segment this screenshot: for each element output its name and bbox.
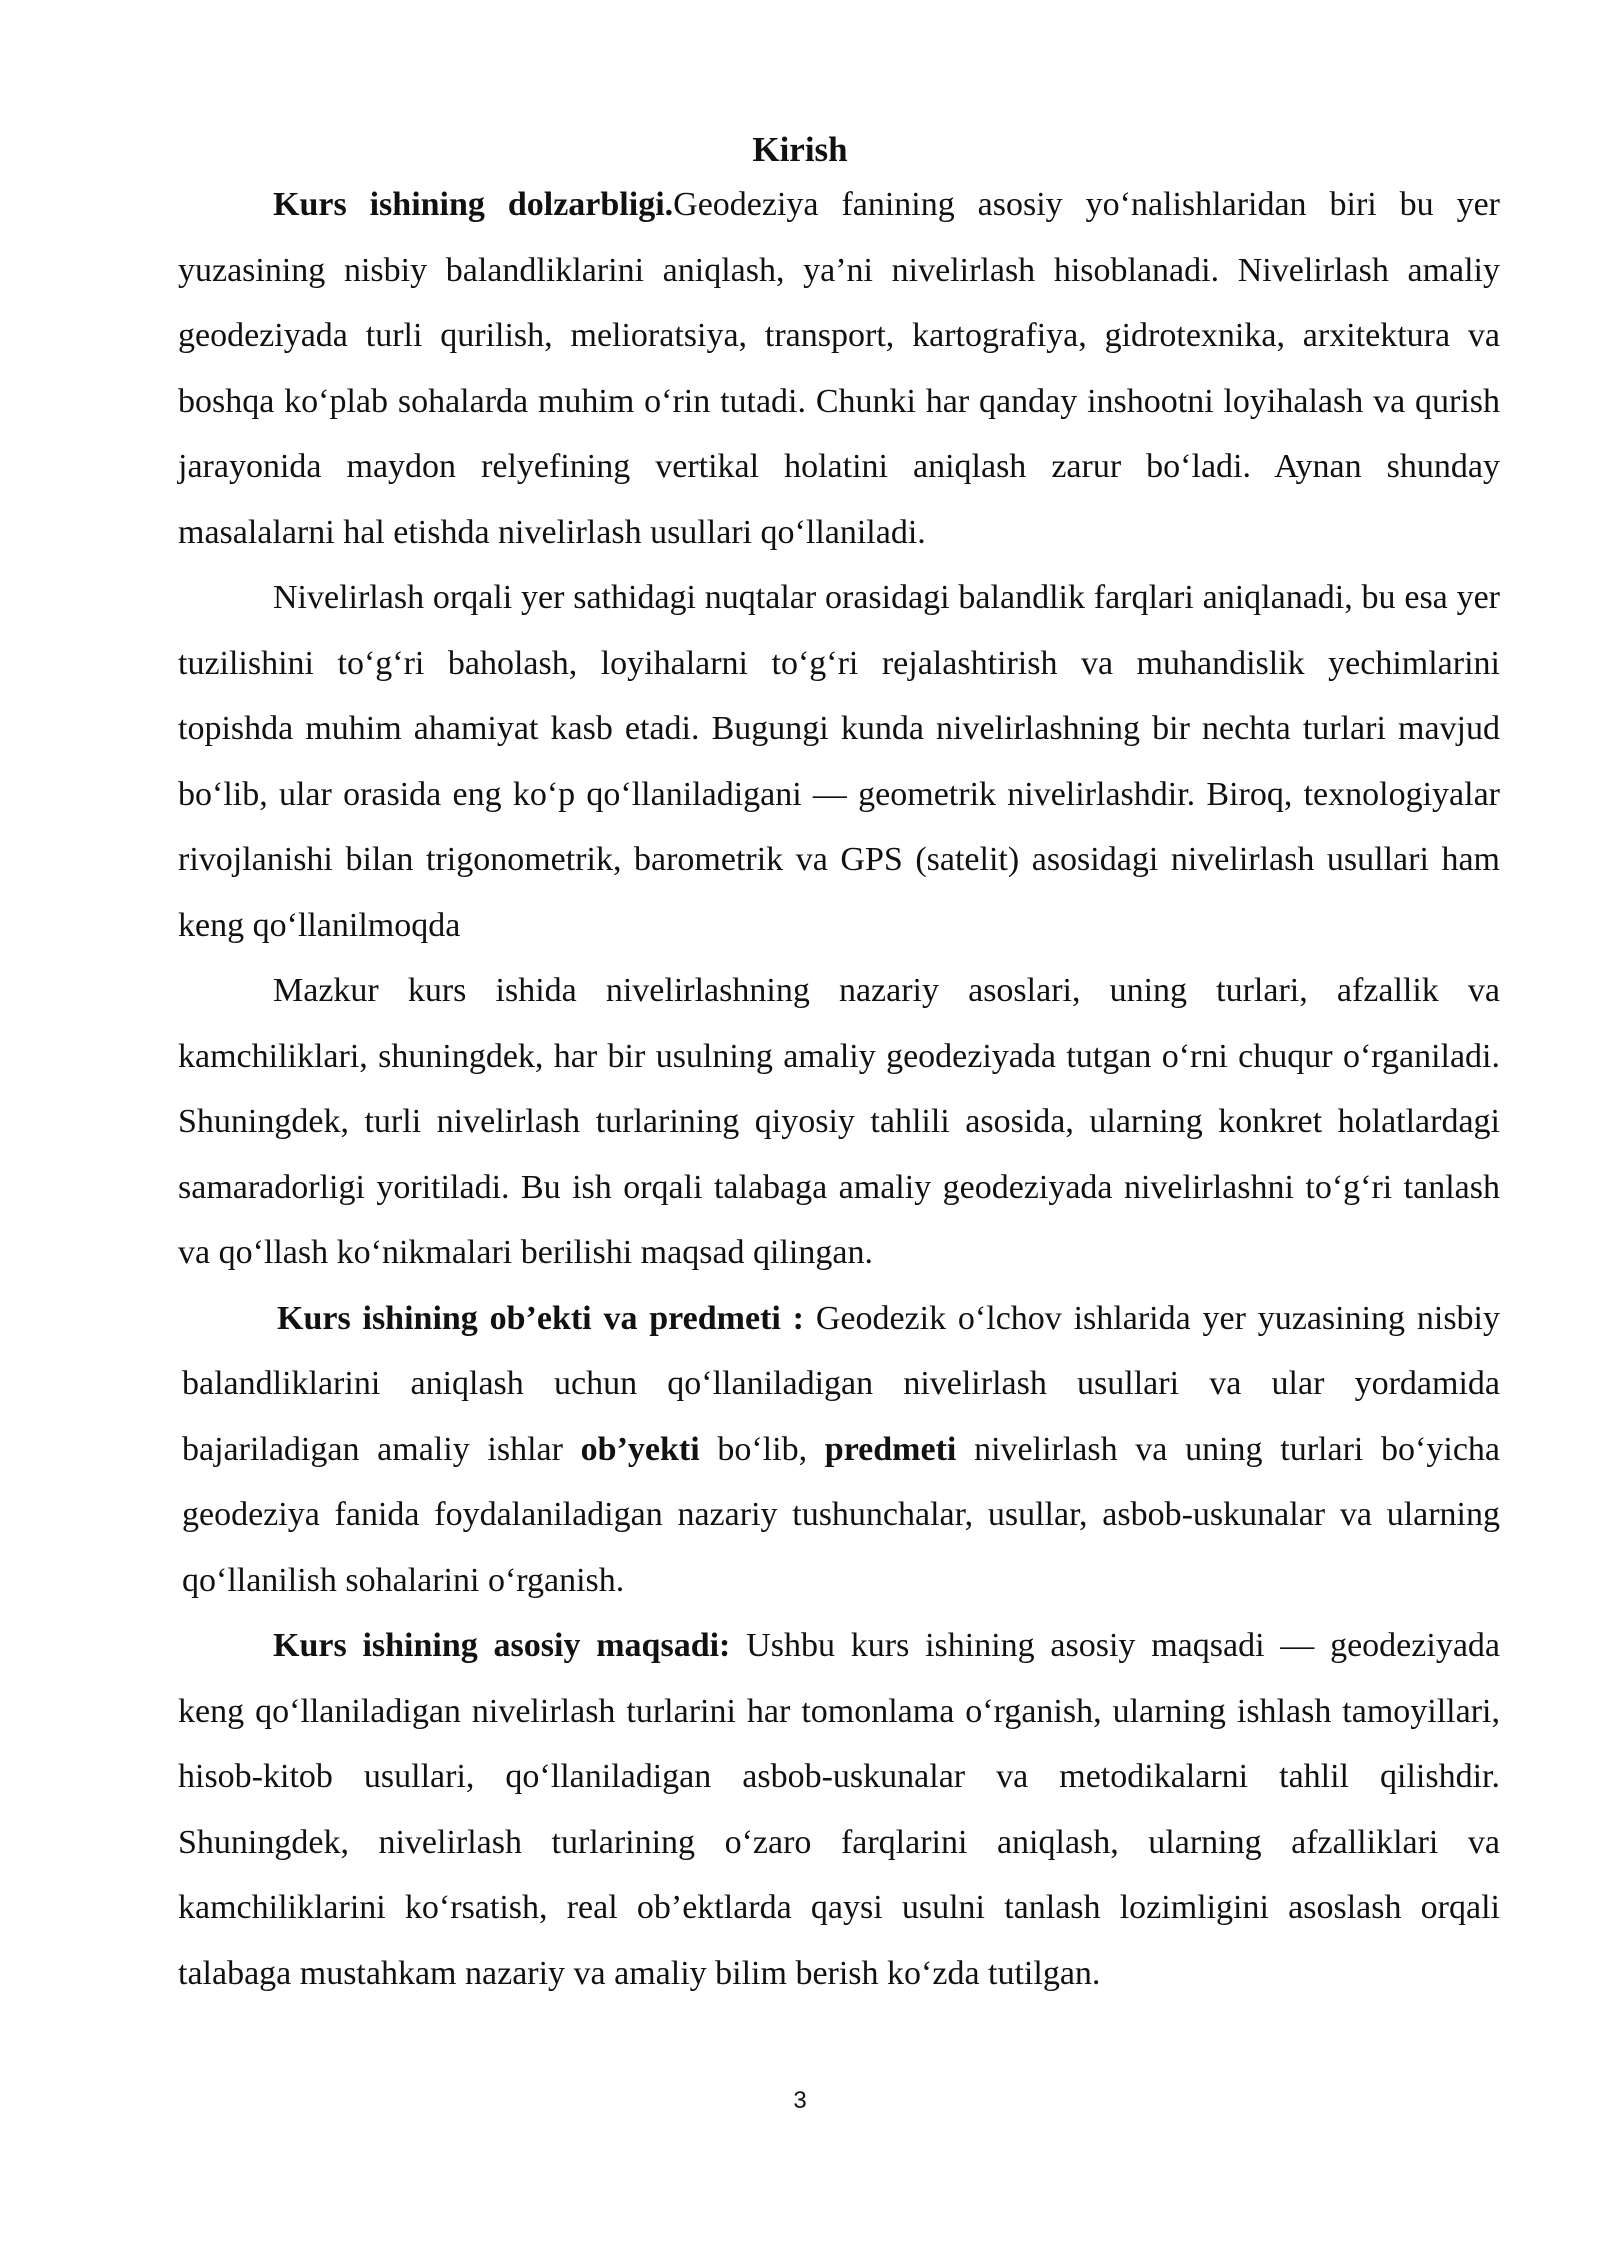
paragraph-object-subject [178,1286,1500,1614]
paragraph-text: Ushbu kurs ishining asosiy maqsadi — geodeziyada keng qo‘llaniladigan nivelirlash turlarini har tomonlama o‘rganish, ularning ishlash tamoyillari, hisob-kitob usullari, qo‘llaniladigan asbob-uskunalar va metodikalarni tahlil qilishdir. Shuningdek, nivelirlash turlarining o‘zaro farqlarini aniqlash, ularning afzalliklari va kamchiliklarini ko‘rsatish, real ob’ektlarda qaysi usulni tanlash lozimligini asoslash orqali talabaga mustahkam nazariy va amaliy bilim berish ko‘zda tutilgan. [178,1627,1500,1992]
page-number: 3 [793,2087,807,2114]
paragraph-lead: Kurs ishining asosiy maqsadi: [273,1627,731,1664]
paragraph-text: nivelirlash va uning turlari bo‘yicha geodeziya fanida foydalaniladigan nazariy tushunchalar, usullar, asbob-uskunalar va ularning qo‘llanilish sohalarini o‘rganish. [182,1430,1500,1599]
paragraph-text: Mazkur kurs ishida nivelirlashning nazariy asoslari, uning turlari, afzallik va kamchiliklari, shuningdek, har bir usulning amaliy geodeziyada tutgan o‘rni chuqur o‘rganiladi. Shuningdek, turli nivelirlash turlarining qiyosiy tahlili asosida, ularning konkret holatlardagi samaradorligi yoritiladi. Bu ish orqali talabaga amaliy geodeziyada nivelirlashni to‘g‘ri tanlash va qo‘llash ko‘nikmalari berilishi maqsad qilingan. [178,972,1500,1271]
term-subject: predmeti [824,1430,957,1468]
page-title: Kirish [752,130,848,169]
paragraph-leveling-overview [178,565,1500,958]
paragraph-main-goal [178,1613,1500,2006]
paragraph-relevance [178,172,1500,565]
term-object: ob’yekti [580,1430,700,1468]
paragraph-lead: Kurs ishining dolzarbligi. [273,186,674,223]
paragraph-text: Geodezik o‘lchov ishlarida yer yuzasining nisbiy balandliklarini aniqlash uchun qo‘llaniladigan nivelirlash usullari va ular yordamida bajariladigan amaliy ishlar [182,1299,1500,1468]
paragraph-lead: Kurs ishining ob’ekti va predmeti : [277,1299,804,1337]
body-text [178,172,1500,2006]
paragraph-text: bo‘lib, [699,1430,825,1468]
paragraph-course-scope [178,958,1500,1286]
paragraph-text: Nivelirlash orqali yer sathidagi nuqtalar orasidagi balandlik farqlari aniqlanadi, bu esa yer tuzilishini to‘g‘ri baholash, loyihalarni to‘g‘ri rejalashtirish va muhandislik yechimlarini topishda muhim ahamiyat kasb etadi. Bugungi kunda nivelirlashning bir nechta turlari mavjud bo‘lib, ular orasida eng ko‘p qo‘llaniladigani — geometrik nivelirlashdir. Biroq, texnologiyalar rivojlanishi bilan trigonometrik, barometrik va GPS (satelit) asosidagi nivelirlash usullari ham keng qo‘llanilmoqda [178,579,1500,944]
paragraph-text: Geodeziya fanining asosiy yo‘nalishlaridan biri bu yer yuzasining nisbiy balandliklarini aniqlash, ya’ni nivelirlash hisoblanadi. Nivelirlash amaliy geodeziyada turli qurilish, melioratsiya, transport, kartografiya, gidrotexnika, arxitektura va boshqa ko‘plab sohalarda muhim o‘rin tutadi. Chunki har qanday inshootni loyihalash va qurish jarayonida maydon relyefining vertikal holatini aniqlash zarur bo‘ladi. Aynan shunday masalalarni hal etishda nivelirlash usullari qo‘llaniladi. [178,186,1500,551]
